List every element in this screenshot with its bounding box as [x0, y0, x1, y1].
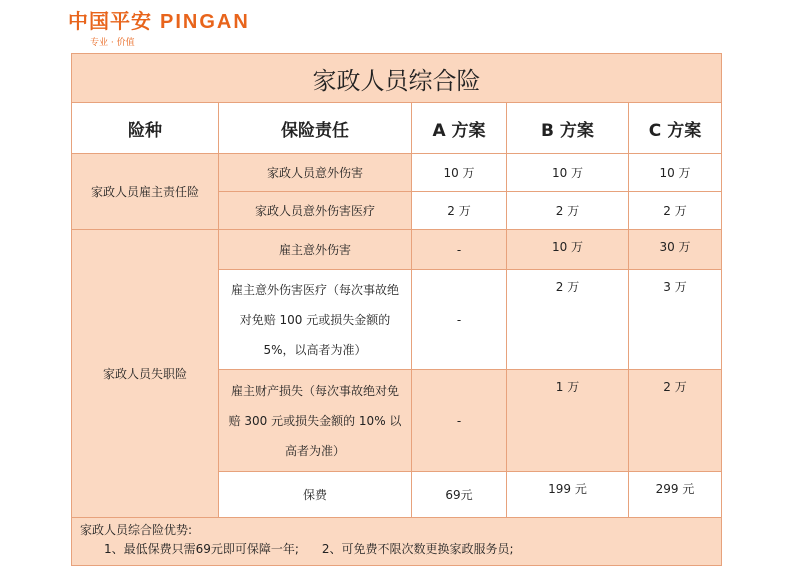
group1-b-1: 10 万: [507, 154, 629, 192]
logo-cn: 中国平安: [68, 9, 152, 33]
group2-c-1: 30 万: [629, 230, 722, 270]
premium-label: 保费: [219, 472, 412, 518]
group2-b-1: 10 万: [507, 230, 629, 270]
table-row: [72, 230, 722, 270]
group1-b-2: 2 万: [507, 192, 629, 230]
group2-item-1: 雇主意外伤害: [219, 230, 412, 270]
footer-row: [72, 518, 722, 566]
logo-slogan: 专业 · 价值: [90, 38, 135, 48]
header-plan-a: A 方案: [412, 103, 507, 154]
header-row: [72, 103, 722, 154]
premium-c: 299 元: [629, 472, 722, 518]
header-liability: 保险责任: [219, 103, 412, 154]
advantages-title: 家政人员综合险优势:: [80, 523, 193, 537]
group2-item-3: 雇主财产损失（每次事故绝对免赔 300 元或损失金额的 10% 以高者为准）: [219, 370, 412, 472]
header-type: 险种: [72, 103, 219, 154]
group2-a-1: -: [412, 230, 507, 270]
group1-a-1: 10 万: [412, 154, 507, 192]
group2-b-2: 2 万: [507, 270, 629, 370]
advantage-2: 2、可免费不限次数更换家政服务员;: [321, 542, 514, 556]
advantages-list: [80, 540, 713, 559]
group2-b-3: 1 万: [507, 370, 629, 472]
logo-en: PINGAN: [160, 11, 250, 33]
pingan-logo: [68, 5, 250, 48]
advantage-1: 1、最低保费只需69元即可保障一年;: [104, 542, 299, 556]
insurance-table: [71, 53, 722, 566]
header-plan-c: C 方案: [629, 103, 722, 154]
group2-a-3: -: [412, 370, 507, 472]
group1-c-1: 10 万: [629, 154, 722, 192]
table-title: 家政人员综合险: [72, 54, 722, 103]
group1-type: 家政人员雇主责任险: [72, 154, 219, 230]
table-row: [72, 154, 722, 192]
group1-item-1: 家政人员意外伤害: [219, 154, 412, 192]
group2-type: 家政人员失职险: [72, 230, 219, 518]
group2-c-3: 2 万: [629, 370, 722, 472]
group2-a-2: -: [412, 270, 507, 370]
group1-a-2: 2 万: [412, 192, 507, 230]
premium-b: 199 元: [507, 472, 629, 518]
group1-item-2: 家政人员意外伤害医疗: [219, 192, 412, 230]
logo-text: [68, 5, 250, 34]
group2-item-2: 雇主意外伤害医疗（每次事故绝对免赔 100 元或损失金额的 5%，以高者为准）: [219, 270, 412, 370]
premium-a: 69元: [412, 472, 507, 518]
group2-c-2: 3 万: [629, 270, 722, 370]
advantages-box: [72, 518, 722, 566]
group1-c-2: 2 万: [629, 192, 722, 230]
header-plan-b: B 方案: [507, 103, 629, 154]
